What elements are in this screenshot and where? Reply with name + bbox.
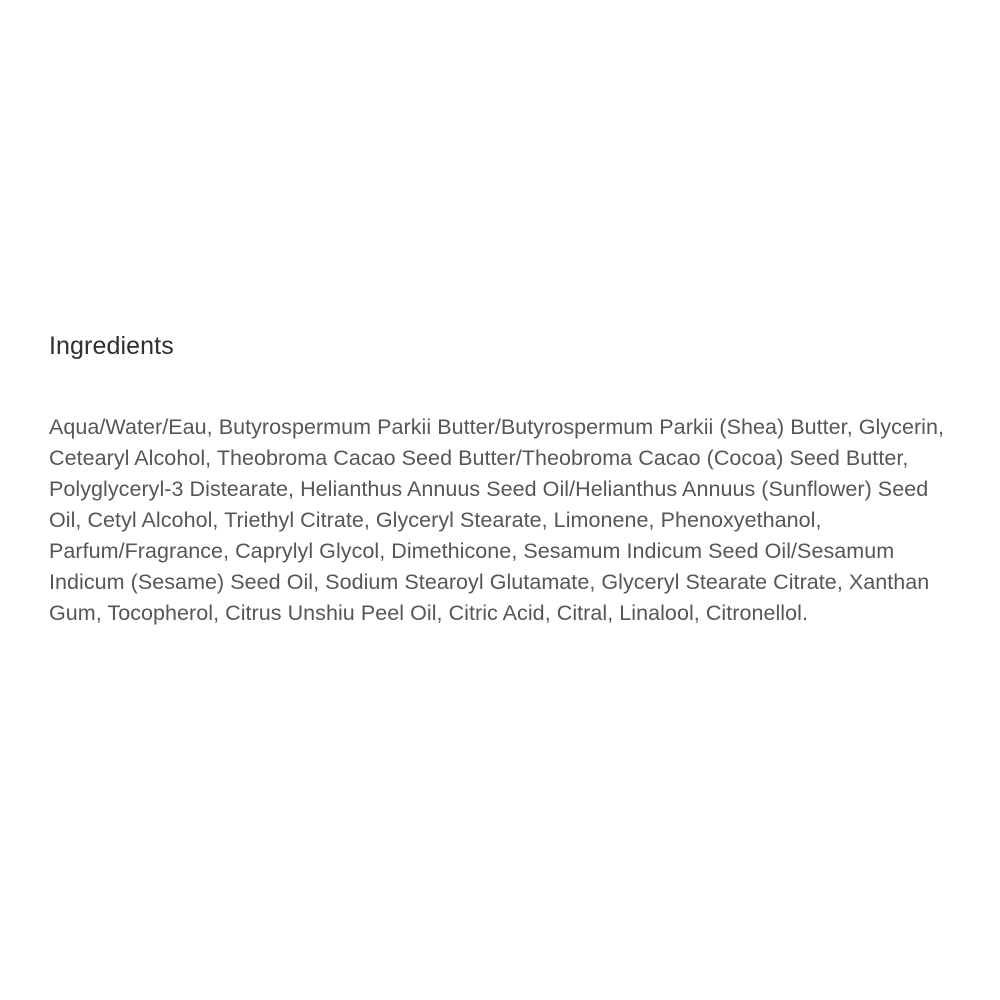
page-title: Ingredients bbox=[49, 332, 174, 360]
ingredients-section bbox=[49, 330, 949, 629]
ingredients-list-text: Aqua/Water/Eau, Butyrospermum Parkii Butter/Butyrospermum Parkii (Shea) Butter, Glycerin, Cetearyl Alcohol, Theobroma Cacao Seed Butter/Theobroma Cacao (Cocoa) Seed Butter, Polyglyceryl-3 Distearate, Helianthus Annuus Seed Oil/Helianthus Annuus (Sunflower) Seed Oil, Cetyl Alcohol, Triethyl Citrate, Glyceryl Stearate, Limonene, Phenoxyethanol, Parfum/Fragrance, Caprylyl Glycol, Dimethicone, Sesamum Indicum Seed Oil/Sesamum Indicum (Sesame) Seed Oil, Sodium Stearoyl Glutamate, Glyceryl Stearate Citrate, Xanthan Gum, Tocopherol, Citrus Unshiu Peel Oil, Citric Acid, Citral, Linalool, Citronellol. bbox=[49, 415, 945, 625]
heading-body-spacer bbox=[49, 362, 949, 412]
